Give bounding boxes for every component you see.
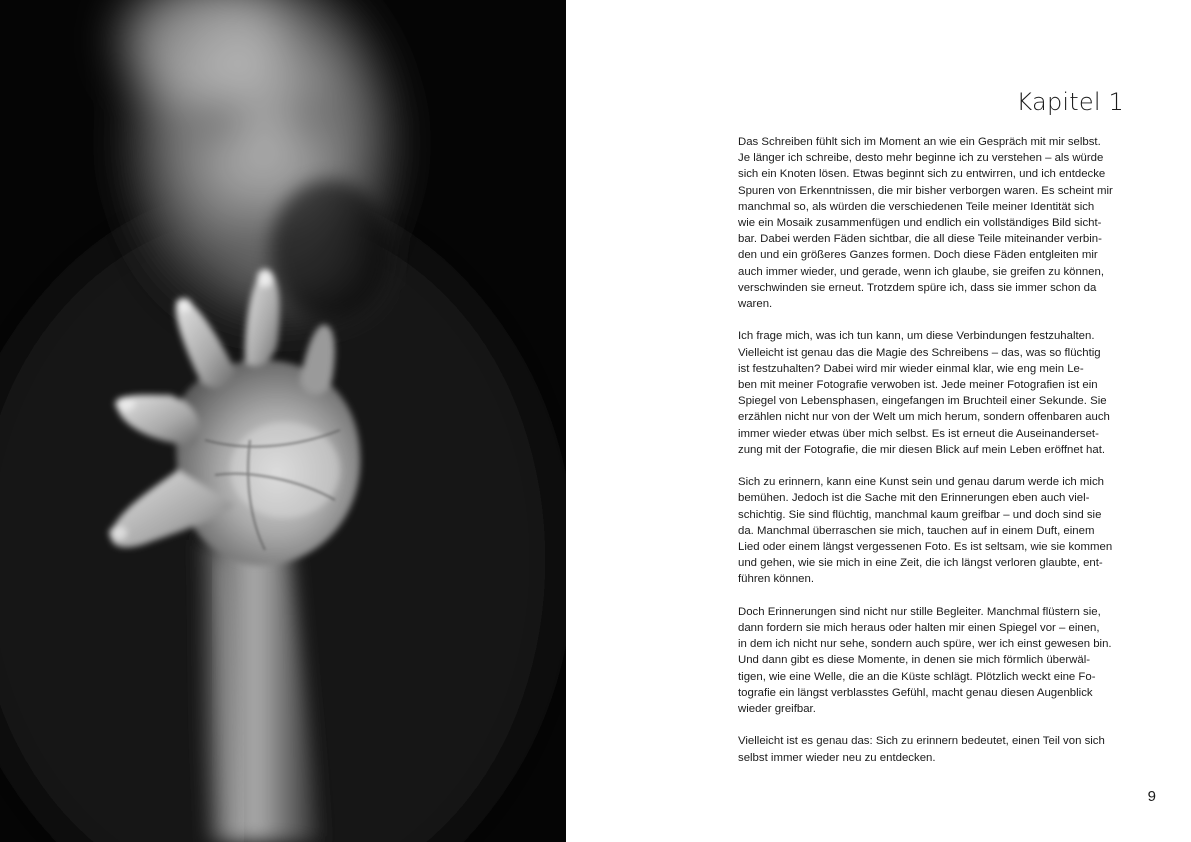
text-line: in dem ich nicht nur sehe, sondern auch spüre, wer ich einst gewesen bin. (738, 638, 1112, 651)
paragraph-2 (738, 328, 1128, 458)
text-line: tografie ein längst verblasstes Gefühl, macht genau diesen Augenblick (738, 686, 1093, 699)
text-line: den und ein größeres Ganzes formen. Doch diese Fäden entgleiten mir (738, 249, 1098, 262)
text-line: manchmal so, als würden die verschiedenen Teile meiner Identität sich (738, 200, 1095, 213)
text-page (566, 0, 1191, 842)
text-line: Je länger ich schreibe, desto mehr beginne ich zu verstehen – als würde (738, 152, 1104, 165)
text-line: dann fordern sie mich heraus oder halten mir einen Spiegel vor – einen, (738, 622, 1100, 635)
text-line: immer wieder etwas über mich selbst. Es ist erneut die Auseinanderset- (738, 427, 1099, 440)
text-line: ben mit meiner Fotografie verwoben ist. Jede meiner Fotografien ist ein (738, 379, 1098, 392)
text-line: wieder greifbar. (738, 703, 816, 716)
text-line: waren. (738, 298, 773, 311)
text-line: Sich zu erinnern, kann eine Kunst sein und genau darum werde ich mich (738, 476, 1104, 489)
text-line: sich ein Knoten lösen. Etwas beginnt sich zu entwirren, und ich entdecke (738, 168, 1106, 181)
text-line: da. Manchmal überraschen sie mich, tauchen auf in einem Duft, einem (738, 524, 1095, 537)
text-line: selbst immer wieder neu zu entdecken. (738, 751, 936, 764)
photo-page (0, 0, 566, 842)
text-line: erzählen nicht nur von der Welt um mich herum, sondern offenbaren auch (738, 411, 1110, 424)
text-line: Ich frage mich, was ich tun kann, um diese Verbindungen festzuhalten. (738, 330, 1095, 343)
text-line: schichtig. Sie sind flüchtig, manchmal kaum greifbar – und doch sind sie (738, 508, 1102, 521)
text-line: zung mit der Fotografie, die mir diesen Blick auf mein Leben eröffnet hat. (738, 443, 1106, 456)
text-line: bar. Dabei werden Fäden sichtbar, die all diese Teile miteinander verbin- (738, 233, 1102, 246)
text-line: Spuren von Erkenntnissen, die mir bisher verborgen waren. Es scheint mir (738, 184, 1113, 197)
text-line: Doch Erinnerungen sind nicht nur stille Begleiter. Manchmal flüstern sie, (738, 605, 1101, 618)
text-line: ist festzuhalten? Dabei wird mir wieder einmal klar, wie eng mein Le- (738, 362, 1084, 375)
paragraph-3 (738, 474, 1128, 587)
paragraph-1 (738, 134, 1128, 312)
text-line: Vielleicht ist genau das die Magie des Schreibens – das, was so flüchtig (738, 346, 1101, 359)
text-line: Das Schreiben fühlt sich im Moment an wie ein Gespräch mit mir selbst. (738, 136, 1101, 148)
paragraph-4 (738, 604, 1128, 717)
reaching-hand-photo (0, 0, 566, 842)
text-line: Vielleicht ist es genau das: Sich zu erinnern bedeutet, einen Teil von sich (738, 735, 1105, 748)
text-line: bemühen. Jedoch ist die Sache mit den Erinnerungen eben auch viel- (738, 492, 1090, 505)
text-line: Lied oder einem längst vergessenen Foto. Es ist seltsam, wie sie kommen (738, 541, 1113, 554)
page-number: 9 (1147, 788, 1156, 805)
text-line: wie ein Mosaik zusammenfügen und endlich ein vollständiges Bild sicht- (738, 217, 1102, 230)
paragraph-5 (738, 733, 1128, 765)
chapter-body (738, 134, 1128, 782)
chapter-title: Kapitel 1 (1016, 88, 1124, 116)
text-line: führen können. (738, 573, 814, 586)
text-line: und gehen, wie sie mich in eine Zeit, die ich längst verloren glaubte, ent- (738, 557, 1103, 570)
text-line: tigen, wie eine Welle, die an die Küste schlägt. Plötzlich weckt eine Fo- (738, 670, 1096, 683)
text-line: verschwinden sie erneut. Trotzdem spüre ich, dass sie immer schon da (738, 281, 1097, 294)
text-line: auch immer wieder, und gerade, wenn ich glaube, sie greifen zu können, (738, 265, 1104, 278)
text-line: Spiegel von Lebensphasen, eingefangen im Bruchteil einer Sekunde. Sie (738, 395, 1107, 408)
text-line: Und dann gibt es diese Momente, in denen sie mich förmlich überwäl- (738, 654, 1091, 667)
